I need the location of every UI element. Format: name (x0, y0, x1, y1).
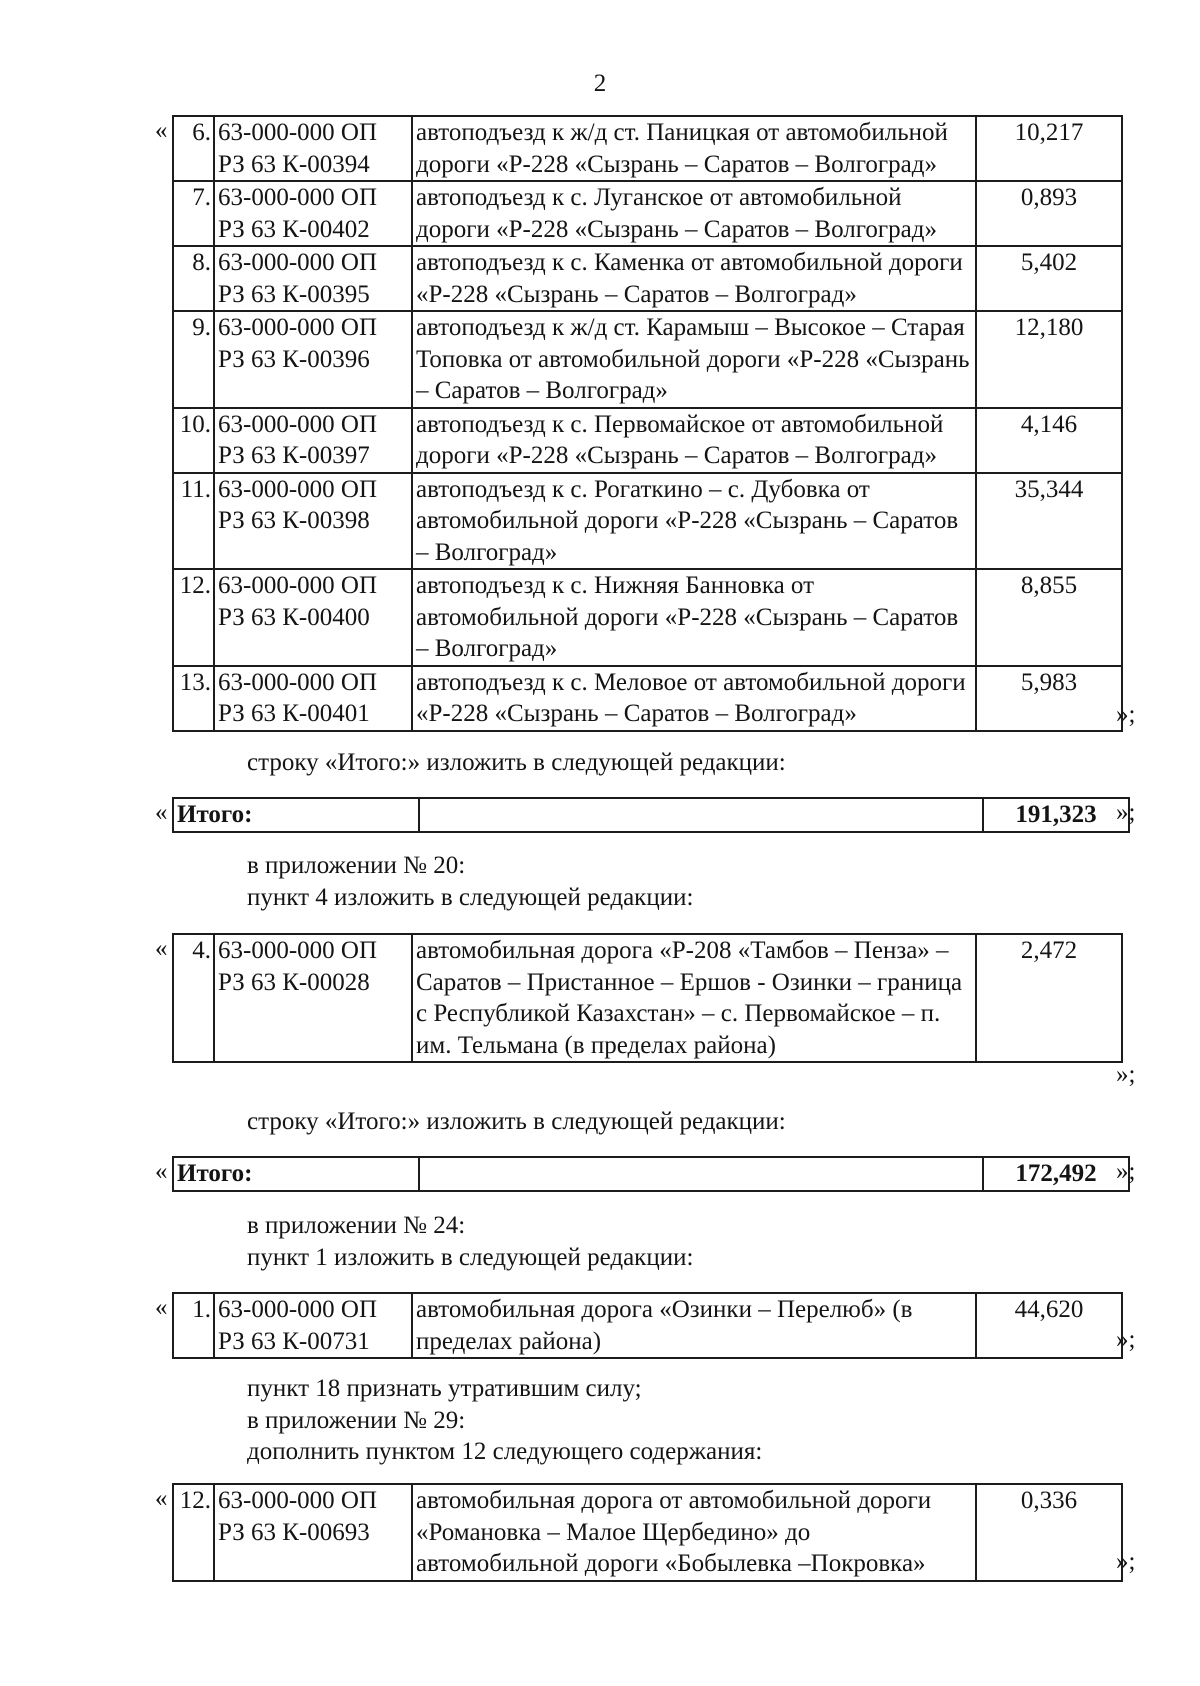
paragraph-p1: пункт 1 изложить в следующей редакции: (247, 1244, 694, 1271)
road-length: 2,472 (976, 934, 1122, 1062)
open-quote: « (155, 1294, 168, 1321)
road-name: автомобильная дорога от автомобильной дороги «Романовка – Малое Щербедино» до автомобильной дороги «Бобылевка –Покровка» (412, 1484, 976, 1581)
road-code: 63-000-000 ОП РЗ 63 К-00731 (214, 1293, 412, 1358)
total-table (172, 797, 1130, 833)
paragraph-add12: дополнить пунктом 12 следующего содержания: (247, 1438, 763, 1465)
road-name: автоподъезд к с. Первомайское от автомобильной дороги «Р-228 «Сызрань – Саратов – Волгоград» (412, 408, 976, 473)
road-name: автомобильная дорога «Р-208 «Тамбов – Пенза» – Саратов – Пристанное – Ершов - Озинки – граница с Республикой Казахстан» – с. Первомайское – п. им. Тельмана (в пределах района) (412, 934, 976, 1062)
total-label: Итого: (173, 798, 419, 832)
road-length: 5,983 (976, 666, 1122, 731)
road-code: 63-000-000 ОП РЗ 63 К-00402 (214, 181, 412, 246)
table-row (173, 116, 1122, 181)
road-name: автоподъезд к с. Нижняя Банновка от автомобильной дороги «Р-228 «Сызрань – Саратов – Волгоград» (412, 569, 976, 666)
close-quote: »; (1116, 1548, 1136, 1575)
paragraph-p4: пункт 4 изложить в следующей редакции: (247, 884, 694, 911)
road-code: 63-000-000 ОП РЗ 63 К-00397 (214, 408, 412, 473)
roads-table (172, 1483, 1123, 1582)
close-quote: »; (1116, 1158, 1136, 1185)
open-quote: « (155, 799, 168, 826)
roads-table (172, 115, 1123, 732)
table-row (173, 569, 1122, 666)
road-code: 63-000-000 ОП РЗ 63 К-00028 (214, 934, 412, 1062)
road-length: 35,344 (976, 473, 1122, 570)
road-length: 12,180 (976, 311, 1122, 408)
road-code: 63-000-000 ОП РЗ 63 К-00395 (214, 246, 412, 311)
table-row (173, 934, 1122, 1062)
road-length: 44,620 (976, 1293, 1122, 1358)
paragraph-app20: в приложении № 20: (247, 852, 466, 879)
close-quote: »; (1116, 701, 1136, 728)
row-number: 1. (173, 1293, 214, 1358)
total-label: Итого: (173, 1157, 419, 1191)
road-length: 0,336 (976, 1484, 1122, 1581)
paragraph-app29: в приложении № 29: (247, 1407, 466, 1434)
row-number: 9. (173, 311, 214, 408)
roads-table (172, 1292, 1123, 1359)
road-length: 10,217 (976, 116, 1122, 181)
road-length: 8,855 (976, 569, 1122, 666)
row-number: 12. (173, 569, 214, 666)
total-value: 191,323 (983, 798, 1129, 832)
paragraph-app24: в приложении № 24: (247, 1212, 466, 1239)
close-quote: »; (1116, 1061, 1136, 1088)
road-name: автоподъезд к с. Каменка от автомобильной дороги «Р-228 «Сызрань – Саратов – Волгоград» (412, 246, 976, 311)
row-number: 10. (173, 408, 214, 473)
paragraph-p18: пункт 18 признать утратившим силу; (247, 1375, 642, 1402)
road-name: автомобильная дорога «Озинки – Перелюб» (в пределах района) (412, 1293, 976, 1358)
close-quote: »; (1116, 1326, 1136, 1353)
road-code: 63-000-000 ОП РЗ 63 К-00396 (214, 311, 412, 408)
table-row (173, 408, 1122, 473)
row-number: 4. (173, 934, 214, 1062)
row-number: 8. (173, 246, 214, 311)
open-quote: « (155, 117, 168, 144)
road-name: автоподъезд к ж/д ст. Карамыш – Высокое – Старая Топовка от автомобильной дороги «Р-228 «Сызрань – Саратов – Волгоград» (412, 311, 976, 408)
open-quote: « (155, 1485, 168, 1512)
table-row (173, 666, 1122, 731)
road-code: 63-000-000 ОП РЗ 63 К-00400 (214, 569, 412, 666)
table-row (173, 1484, 1122, 1581)
road-code: 63-000-000 ОП РЗ 63 К-00401 (214, 666, 412, 731)
road-length: 4,146 (976, 408, 1122, 473)
row-number: 7. (173, 181, 214, 246)
table-row (173, 311, 1122, 408)
paragraph-itogo-2: строку «Итого:» изложить в следующей редакции: (247, 1108, 786, 1135)
row-number: 11. (173, 473, 214, 570)
page-number: 2 (593, 70, 607, 97)
table-row (173, 181, 1122, 246)
total-empty-cell (419, 1157, 983, 1191)
road-name: автоподъезд к с. Луганское от автомобильной дороги «Р-228 «Сызрань – Саратов – Волгоград» (412, 181, 976, 246)
road-code: 63-000-000 ОП РЗ 63 К-00693 (214, 1484, 412, 1581)
paragraph-itogo-1: строку «Итого:» изложить в следующей редакции: (247, 749, 786, 776)
total-empty-cell (419, 798, 983, 832)
table-row (173, 246, 1122, 311)
open-quote: « (155, 1158, 168, 1185)
road-name: автоподъезд к ж/д ст. Паницкая от автомобильной дороги «Р-228 «Сызрань – Саратов – Волгоград» (412, 116, 976, 181)
total-table (172, 1156, 1130, 1192)
table-row (173, 1293, 1122, 1358)
road-code: 63-000-000 ОП РЗ 63 К-00398 (214, 473, 412, 570)
open-quote: « (155, 935, 168, 962)
road-name: автоподъезд к с. Рогаткино – с. Дубовка от автомобильной дороги «Р-228 «Сызрань – Саратов – Волгоград» (412, 473, 976, 570)
road-name: автоподъезд к с. Меловое от автомобильной дороги «Р-228 «Сызрань – Саратов – Волгоград» (412, 666, 976, 731)
road-length: 0,893 (976, 181, 1122, 246)
roads-table (172, 933, 1123, 1063)
table-row (173, 473, 1122, 570)
row-number: 13. (173, 666, 214, 731)
row-number: 12. (173, 1484, 214, 1581)
row-number: 6. (173, 116, 214, 181)
close-quote: »; (1116, 799, 1136, 826)
road-length: 5,402 (976, 246, 1122, 311)
road-code: 63-000-000 ОП РЗ 63 К-00394 (214, 116, 412, 181)
total-value: 172,492 (983, 1157, 1129, 1191)
